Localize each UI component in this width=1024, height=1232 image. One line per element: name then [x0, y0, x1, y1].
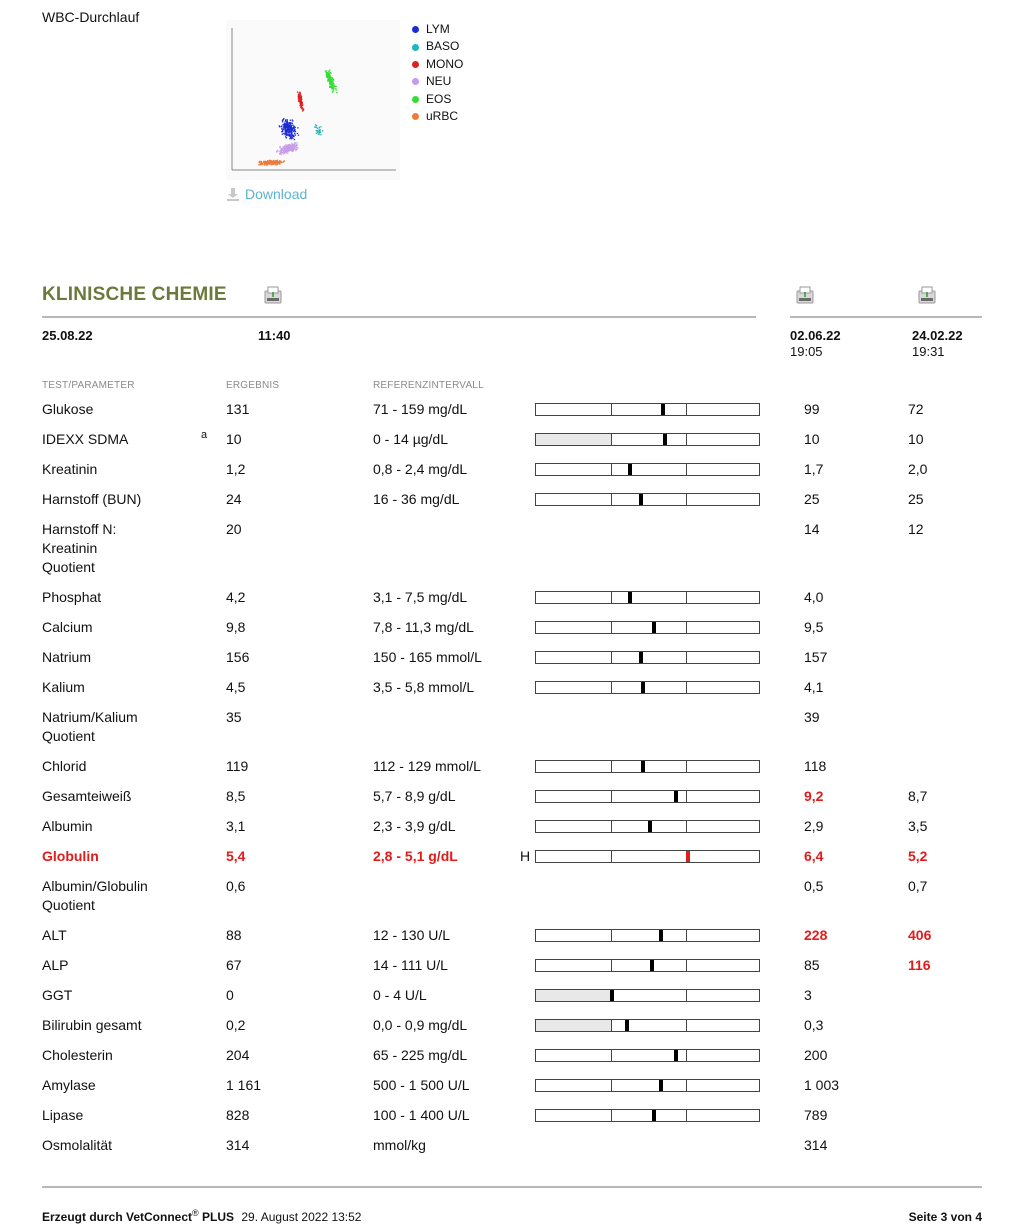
range-bar-divider	[611, 960, 612, 971]
test-name: Harnstoff (BUN)	[42, 491, 142, 507]
range-bar-marker	[628, 592, 632, 603]
range-bar-divider	[611, 404, 612, 415]
previous-result-1: 789	[804, 1107, 828, 1123]
reference-interval: 2,8 - 5,1 g/dL	[373, 848, 458, 864]
footer-reg: ®	[192, 1208, 199, 1218]
range-bar-marker	[652, 622, 656, 633]
range-bar	[535, 433, 760, 446]
legend-label: uRBC	[426, 109, 459, 124]
range-bar-marker	[628, 464, 632, 475]
reference-interval: 150 - 165 mmol/L	[373, 649, 482, 665]
previous-result-1: 118	[804, 758, 827, 774]
print-icon-prev2[interactable]	[918, 286, 936, 306]
previous-result-2: 116	[908, 957, 931, 973]
footer-page: Seite 3 von 4	[908, 1210, 982, 1224]
reference-interval: 0 - 4 U/L	[373, 987, 427, 1003]
range-bar-shade	[536, 990, 611, 1001]
footer-plus: PLUS	[202, 1210, 235, 1224]
range-bar	[535, 1079, 760, 1092]
legend-label: MONO	[426, 56, 464, 71]
result-value: 204	[226, 1047, 250, 1063]
range-bar-divider	[686, 404, 687, 415]
range-bar-divider	[611, 592, 612, 603]
previous-result-1: 9,2	[804, 788, 824, 804]
range-bar-divider	[686, 821, 687, 832]
test-name: Chlorid	[42, 758, 87, 774]
result-value: 4,2	[226, 589, 246, 605]
test-name: GGT	[42, 987, 73, 1003]
section-rule	[42, 316, 756, 318]
previous-result-2: 0,7	[908, 878, 928, 894]
test-name: ALP	[42, 957, 69, 973]
legend-dot-icon	[412, 78, 419, 85]
test-name: Globulin	[42, 848, 99, 864]
legend-label: BASO	[426, 39, 460, 54]
range-bar-divider	[686, 464, 687, 475]
range-bar	[535, 850, 760, 863]
previous-result-2: 5,2	[908, 848, 928, 864]
range-bar-marker	[674, 791, 678, 802]
range-bar	[535, 929, 760, 942]
footer-timestamp: 29. August 2022 13:52	[241, 1210, 362, 1224]
range-bar-marker	[659, 930, 663, 941]
previous-result-1: 314	[804, 1137, 828, 1153]
range-bar-shade	[536, 1020, 611, 1031]
range-bar-divider	[686, 652, 687, 663]
range-bar-divider	[686, 791, 687, 802]
previous-result-1: 4,0	[804, 589, 824, 605]
range-bar-divider	[611, 652, 612, 663]
previous-result-1: 6,4	[804, 848, 824, 864]
test-name: Phosphat	[42, 589, 102, 605]
test-name: Albumin/Globulin Quotient	[42, 878, 148, 913]
range-bar-divider	[611, 1050, 612, 1061]
range-bar-marker	[641, 761, 645, 772]
result-value: 156	[226, 649, 250, 665]
result-value: 828	[226, 1107, 250, 1123]
range-bar-divider	[686, 930, 687, 941]
range-bar	[535, 493, 760, 506]
range-bar	[535, 1109, 760, 1122]
result-value: 0,2	[226, 1017, 246, 1033]
result-value: 0,6	[226, 878, 246, 894]
previous-result-1: 1,7	[804, 461, 824, 477]
previous-result-1: 4,1	[804, 679, 824, 695]
previous-result-1: 10	[804, 431, 820, 447]
previous-result-2: 25	[908, 491, 924, 507]
range-bar	[535, 1049, 760, 1062]
range-bar-divider	[686, 1020, 687, 1031]
previous-result-2: 72	[908, 401, 924, 417]
previous-result-1: 9,5	[804, 619, 824, 635]
range-bar-marker	[686, 851, 690, 862]
range-bar-divider	[686, 622, 687, 633]
test-name: Gesamteiweiß	[42, 788, 132, 804]
reference-interval: 5,7 - 8,9 g/dL	[373, 788, 456, 804]
range-bar	[535, 681, 760, 694]
legend-item	[412, 108, 463, 125]
reference-interval: 0,0 - 0,9 mg/dL	[373, 1017, 468, 1033]
test-name: Kreatinin	[42, 461, 98, 477]
test-name: Natrium	[42, 649, 92, 665]
download-icon	[226, 187, 240, 201]
legend-item	[412, 91, 463, 108]
legend-label: NEU	[426, 74, 452, 89]
range-bar-marker	[639, 652, 643, 663]
section-title: KLINISCHE CHEMIE	[42, 284, 227, 305]
test-name: Albumin	[42, 818, 93, 834]
range-bar-marker	[625, 1020, 629, 1031]
range-bar	[535, 790, 760, 803]
result-value: 1 161	[226, 1077, 262, 1093]
footer-generated	[42, 1208, 361, 1224]
range-bar-divider	[611, 622, 612, 633]
prev1-date: 02.06.22	[790, 328, 841, 343]
range-bar-marker	[650, 960, 654, 971]
result-value: 5,4	[226, 848, 246, 864]
legend-item	[412, 56, 463, 73]
result-value: 119	[226, 758, 249, 774]
range-bar-divider	[686, 1110, 687, 1121]
previous-result-1: 200	[804, 1047, 828, 1063]
legend-item	[412, 38, 463, 55]
legend-dot-icon	[412, 113, 419, 120]
reference-interval: 71 - 159 mg/dL	[373, 401, 468, 417]
run-time: 11:40	[258, 328, 291, 343]
legend-dot-icon	[412, 61, 419, 68]
result-value: 88	[226, 927, 242, 943]
range-bar-divider	[611, 930, 612, 941]
previous-result-2: 406	[908, 927, 932, 943]
test-name: Glukose	[42, 401, 94, 417]
result-value: 131	[226, 401, 250, 417]
test-name: Kalium	[42, 679, 85, 695]
flag-high: H	[520, 848, 531, 864]
result-value: 1,2	[226, 461, 246, 477]
previous-result-1: 1 003	[804, 1077, 840, 1093]
test-name: Harnstoff N: Kreatinin Quotient	[42, 521, 117, 575]
range-bar-marker	[648, 821, 652, 832]
result-value: 67	[226, 957, 242, 973]
range-bar-divider	[611, 761, 612, 772]
wbc-legend	[412, 21, 463, 125]
previous-result-1: 0,5	[804, 878, 824, 894]
range-bar	[535, 760, 760, 773]
range-bar-marker	[659, 1080, 663, 1091]
previous-result-1: 228	[804, 927, 828, 943]
reference-interval: mmol/kg	[373, 1137, 426, 1153]
test-name: IDEXX SDMA	[42, 431, 129, 447]
range-bar-divider	[686, 434, 687, 445]
previous-result-1: 14	[804, 521, 820, 537]
test-name: Lipase	[42, 1107, 84, 1123]
result-value: 35	[226, 709, 242, 725]
result-value: 10	[226, 431, 242, 447]
range-bar-divider	[611, 682, 612, 693]
previous-result-1: 157	[804, 649, 828, 665]
reference-interval: 0,8 - 2,4 mg/dL	[373, 461, 468, 477]
legend-dot-icon	[412, 96, 419, 103]
print-icon-prev1[interactable]	[796, 286, 814, 306]
previous-result-1: 0,3	[804, 1017, 824, 1033]
previous-result-2: 10	[908, 431, 924, 447]
footnote-marker: a	[201, 429, 208, 441]
range-bar-divider	[611, 1110, 612, 1121]
range-bar-marker	[639, 494, 643, 505]
test-name: Natrium/Kalium Quotient	[42, 709, 138, 744]
range-bar-marker	[674, 1050, 678, 1061]
range-bar-divider	[686, 592, 687, 603]
result-value: 4,5	[226, 679, 246, 695]
test-name: Bilirubin gesamt	[42, 1017, 142, 1033]
footer-generated-text: Erzeugt durch VetConnect	[42, 1210, 193, 1224]
reference-interval: 500 - 1 500 U/L	[373, 1077, 470, 1093]
range-bar-divider	[686, 960, 687, 971]
prev2-time: 19:31	[912, 344, 945, 359]
range-bar-divider	[611, 494, 612, 505]
result-value: 0	[226, 987, 234, 1003]
wbc-title: WBC-Durchlauf	[42, 9, 140, 25]
range-bar-marker	[610, 990, 614, 1001]
legend-item	[412, 73, 463, 90]
section-rule-prev	[790, 316, 982, 318]
reference-interval: 112 - 129 mmol/L	[373, 758, 481, 774]
result-value: 9,8	[226, 619, 246, 635]
previous-result-1: 2,9	[804, 818, 824, 834]
prev2-date: 24.02.22	[912, 328, 963, 343]
result-value: 8,5	[226, 788, 246, 804]
result-value: 24	[226, 491, 242, 507]
reference-interval: 7,8 - 11,3 mg/dL	[373, 619, 474, 635]
range-bar	[535, 959, 760, 972]
print-icon[interactable]	[264, 286, 282, 306]
range-bar-divider	[611, 851, 612, 862]
previous-result-2: 12	[908, 521, 924, 537]
test-name: Osmolalität	[42, 1137, 113, 1153]
range-bar-marker	[652, 1110, 656, 1121]
download-label: Download	[245, 186, 308, 202]
prev1-time: 19:05	[790, 344, 823, 359]
range-bar-marker	[641, 682, 645, 693]
range-bar	[535, 591, 760, 604]
reference-interval: 65 - 225 mg/dL	[373, 1047, 468, 1063]
range-bar-divider	[686, 761, 687, 772]
previous-result-2: 8,7	[908, 788, 928, 804]
test-name: Calcium	[42, 619, 93, 635]
result-value: 20	[226, 521, 242, 537]
range-bar-divider	[686, 1080, 687, 1091]
legend-dot-icon	[412, 44, 419, 51]
reference-interval: 2,3 - 3,9 g/dL	[373, 818, 456, 834]
range-bar	[535, 651, 760, 664]
range-bar-divider	[611, 1020, 612, 1031]
range-bar	[535, 403, 760, 416]
range-bar-divider	[611, 821, 612, 832]
test-name: ALT	[42, 927, 67, 943]
range-bar-divider	[611, 791, 612, 802]
range-bar	[535, 621, 760, 634]
previous-result-1: 99	[804, 401, 820, 417]
range-bar-divider	[611, 464, 612, 475]
reference-interval: 0 - 14 µg/dL	[373, 431, 449, 447]
range-bar-shade	[536, 434, 611, 445]
range-bar-marker	[663, 434, 667, 445]
legend-label: LYM	[426, 22, 450, 36]
range-bar-marker	[661, 404, 665, 415]
test-name: Cholesterin	[42, 1047, 113, 1063]
previous-result-1: 25	[804, 491, 820, 507]
reference-interval: 14 - 111 U/L	[373, 957, 448, 973]
range-bar	[535, 989, 760, 1002]
result-value: 3,1	[226, 818, 246, 834]
wbc-scatter-plot	[226, 20, 400, 180]
previous-result-2: 3,5	[908, 818, 928, 834]
range-bar-divider	[686, 682, 687, 693]
reference-interval: 3,5 - 5,8 mmol/L	[373, 679, 475, 695]
reference-interval: 3,1 - 7,5 mg/dL	[373, 589, 468, 605]
reference-interval: 12 - 130 U/L	[373, 927, 451, 943]
previous-result-2: 2,0	[908, 461, 928, 477]
range-bar-divider	[611, 434, 612, 445]
col-test: TEST/PARAMETER	[42, 380, 135, 391]
col-result: ERGEBNIS	[226, 380, 280, 391]
previous-result-1: 39	[804, 709, 820, 725]
footer-rule	[42, 1186, 982, 1188]
range-bar	[535, 820, 760, 833]
legend-dot-icon	[412, 26, 419, 33]
reference-interval: 100 - 1 400 U/L	[373, 1107, 470, 1123]
test-name: Amylase	[42, 1077, 96, 1093]
range-bar	[535, 1019, 760, 1032]
download-link[interactable]	[226, 186, 307, 202]
previous-result-1: 85	[804, 957, 820, 973]
previous-result-1: 3	[804, 987, 812, 1003]
reference-interval: 16 - 36 mg/dL	[373, 491, 460, 507]
range-bar-divider	[686, 990, 687, 1001]
col-ref: REFERENZINTERVALL	[373, 380, 484, 391]
legend-label: EOS	[426, 91, 452, 106]
range-bar	[535, 463, 760, 476]
range-bar-divider	[686, 494, 687, 505]
run-date: 25.08.22	[42, 328, 93, 343]
legend-item	[412, 21, 463, 38]
range-bar-divider	[611, 1080, 612, 1091]
range-bar-divider	[686, 1050, 687, 1061]
result-value: 314	[226, 1137, 250, 1153]
